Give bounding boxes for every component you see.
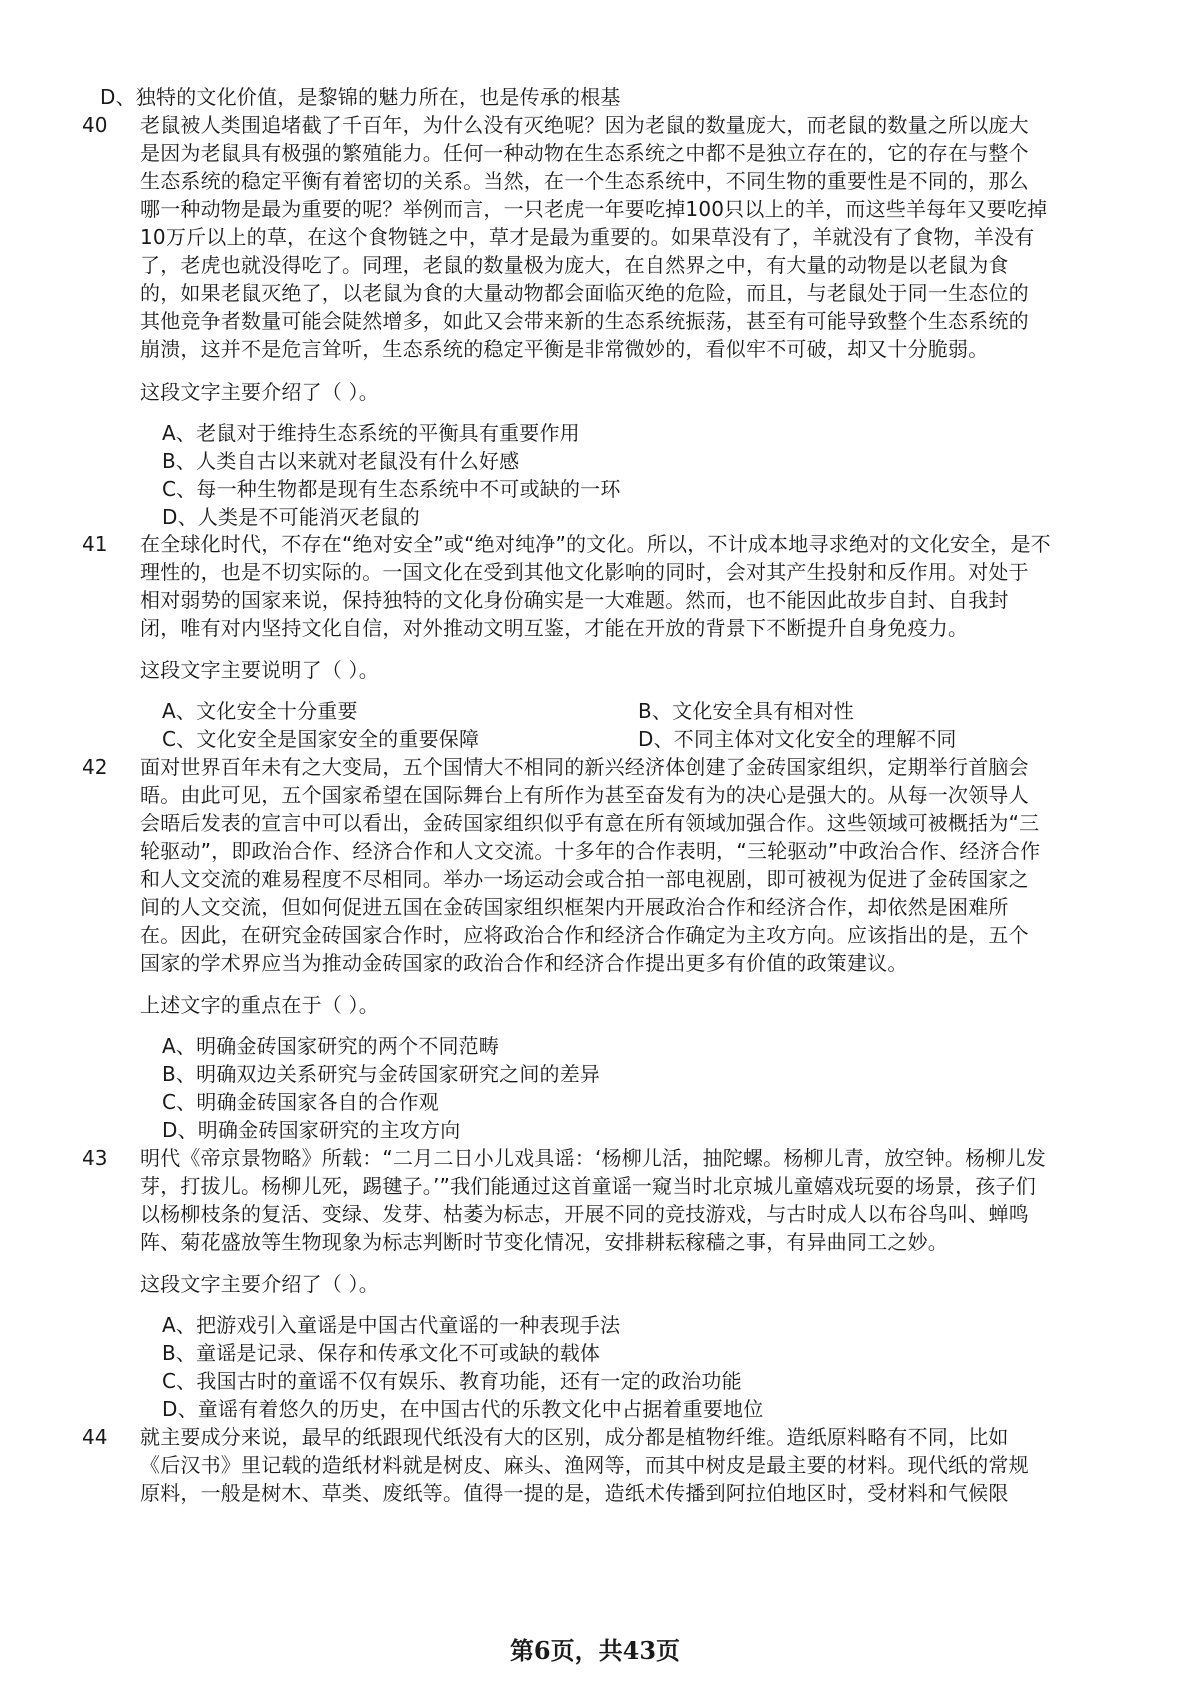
option-d: D、童谣有着悠久的历史，在中国古代的乐教文化中占据着重要地位: [162, 1397, 764, 1421]
option-c: C、每一种生物都是现有生态系统中不可或缺的一环: [162, 477, 621, 501]
question-text-line: 理性的，也是不切实际的。一国文化在受到其他文化影响的同时，会对其产生投射和反作用。对处于: [140, 560, 1029, 584]
question-text-line: 原料，一般是树木、草类、废纸等。值得一提的是，造纸术传播到阿拉伯地区时，受材料和气候限: [140, 1481, 1009, 1505]
option-d: D、不同主体对文化安全的理解不同: [638, 727, 957, 751]
question-prompt: 上述文字的重点在于（ ）。: [140, 993, 379, 1017]
question-text-line: 是因为老鼠具有极强的繁殖能力。任何一种动物在生态系统之中都不是独立存在的，它的存在与整个: [140, 141, 1029, 165]
question-number: 43: [82, 1146, 108, 1170]
question-text-line: 相对弱势的国家来说，保持独特的文化身份确实是一大难题。然而，也不能因此故步自封、自我封: [140, 588, 1009, 612]
question-number: 41: [82, 532, 108, 556]
option-b: B、人类自古以来就对老鼠没有什么好感: [162, 449, 520, 473]
question-text-line: 崩溃，这并不是危言耸听，生态系统的稳定平衡是非常微妙的，看似牢不可破，却又十分脆弱。: [140, 337, 989, 361]
option-a: A、明确金砖国家研究的两个不同范畴: [162, 1034, 500, 1058]
question-text-line: 会晤后发表的宣言中可以看出，金砖国家组织似乎有意在所有领域加强合作。这些领域可被概括为“三: [140, 811, 1040, 835]
question-text-line: 老鼠被人类围追堵截了千百年，为什么没有灭绝呢？因为老鼠的数量庞大，而老鼠的数量之所以庞大: [140, 113, 1029, 137]
question-text-line: 10万斤以上的草，在这个食物链之中，草才是最为重要的。如果草没有了，羊就没有了食物，羊没有: [140, 225, 1035, 249]
question-text-line: 国家的学术界应当为推动金砖国家的政治合作和经济合作提出更多有价值的政策建议。: [140, 951, 908, 975]
question-text-line: 哪一种动物是最为重要的呢？举例而言，一只老虎一年要吃掉100只以上的羊，而这些羊每年又要吃掉: [140, 197, 1048, 221]
option-b: B、文化安全具有相对性: [638, 699, 854, 723]
question-prompt: 这段文字主要介绍了（ ）。: [140, 380, 379, 404]
question-text-line: 生态系统的稳定平衡有着密切的关系。当然，在一个生态系统中，不同生物的重要性是不同的，那么: [140, 169, 1029, 193]
option-d: D、人类是不可能消灭老鼠的: [162, 505, 421, 529]
question-prompt: 这段文字主要介绍了（ ）。: [140, 1272, 379, 1296]
question-text-line: 就主要成分来说，最早的纸跟现代纸没有大的区别，成分都是植物纤维。造纸原料略有不同，比如: [140, 1425, 1009, 1449]
question-text-line: 阵、菊花盛放等生物现象为标志判断时节变化情况，安排耕耘稼穑之事，有异曲同工之妙。: [140, 1230, 948, 1254]
question-text-line: 了，老虎也就没得吃了。同理，老鼠的数量极为庞大，在自然界之中，有大量的动物是以老鼠为食: [140, 253, 1009, 277]
option-c: C、我国古时的童谣不仅有娱乐、教育功能，还有一定的政治功能: [162, 1369, 742, 1393]
question-number: 42: [82, 755, 108, 779]
page-footer: 第6页，共43页: [509, 1636, 681, 1665]
question-text-line: 以杨柳枝条的复活、变绿、发芽、枯萎为标志，开展不同的竞技游戏，与古时成人以布谷鸟叫、蝉鸣: [140, 1202, 1029, 1226]
option-a: A、文化安全十分重要: [162, 699, 358, 723]
question-text-line: 间的人文交流，但如何促进五国在金砖国家组织框架内开展政治合作和经济合作，却依然是困难所: [140, 895, 1009, 919]
question-text-line: 其他竞争者数量可能会陡然增多，如此又会带来新的生态系统振荡，甚至有可能导致整个生态系统的: [140, 309, 1029, 333]
question-number: 44: [82, 1425, 108, 1449]
question-text-line: 面对世界百年未有之大变局，五个国情大不相同的新兴经济体创建了金砖国家组织，定期举行首脑会: [140, 755, 1029, 779]
question-text-line: 《后汉书》里记载的造纸材料就是树皮、麻头、渔网等，而其中树皮是最主要的材料。现代纸的常规: [140, 1453, 1029, 1477]
question-text-line: 和人文交流的难易程度不尽相同。举办一场运动会或合拍一部电视剧，即可被视为促进了金砖国家之: [140, 867, 1029, 891]
question-text-line: 在。因此，在研究金砖国家合作时，应将政治合作和经济合作确定为主攻方向。应该指出的是，五个: [140, 923, 1029, 947]
option-b: B、童谣是记录、保存和传承文化不可或缺的载体: [162, 1341, 601, 1365]
question-number: 40: [82, 113, 108, 137]
option-b: B、明确双边关系研究与金砖国家研究之间的差异: [162, 1062, 601, 1086]
question-text-line: 晤。由此可见，五个国家希望在国际舞台上有所作为甚至奋发有为的决心是强大的。从每一次领导人: [140, 783, 1029, 807]
question-text-line: 的，如果老鼠灭绝了，以老鼠为食的大量动物都会面临灭绝的危险，而且，与老鼠处于同一生态位的: [140, 281, 1029, 305]
option-a: A、老鼠对于维持生态系统的平衡具有重要作用: [162, 421, 580, 445]
question-text-line: 闭，唯有对内坚持文化自信，对外推动文明互鉴，才能在开放的背景下不断提升自身免疫力。: [140, 616, 969, 640]
option-a: A、把游戏引入童谣是中国古代童谣的一种表现手法: [162, 1313, 621, 1337]
question-prompt: 这段文字主要说明了（ ）。: [140, 658, 379, 682]
option-d: D、明确金砖国家研究的主攻方向: [162, 1118, 461, 1142]
question-text-line: 轮驱动”，即政治合作、经济合作和人文交流。十多年的合作表明，“三轮驱动”中政治合作、经济合作: [140, 839, 1041, 863]
question-text-line: 芽，打拔儿。杨柳儿死，踢毽子。’”我们能通过这首童谣一窥当时北京城儿童嬉戏玩耍的场景，孩子们: [140, 1174, 1036, 1198]
option-c: C、文化安全是国家安全的重要保障: [162, 727, 480, 751]
prev-question-option-d: D、独特的文化价值，是黎锦的魅力所在，也是传承的根基: [100, 85, 621, 109]
question-text-line: 在全球化时代，不存在“绝对安全”或“绝对纯净”的文化。所以，不计成本地寻求绝对的文化安全，是不: [140, 532, 1051, 556]
question-text-line: 明代《帝京景物略》所载：“二月二日小儿戏具谣：‘杨柳儿活，抽陀螺。杨柳儿青，放空钟。杨柳儿发: [140, 1146, 1046, 1170]
option-c: C、明确金砖国家各自的合作观: [162, 1090, 439, 1114]
